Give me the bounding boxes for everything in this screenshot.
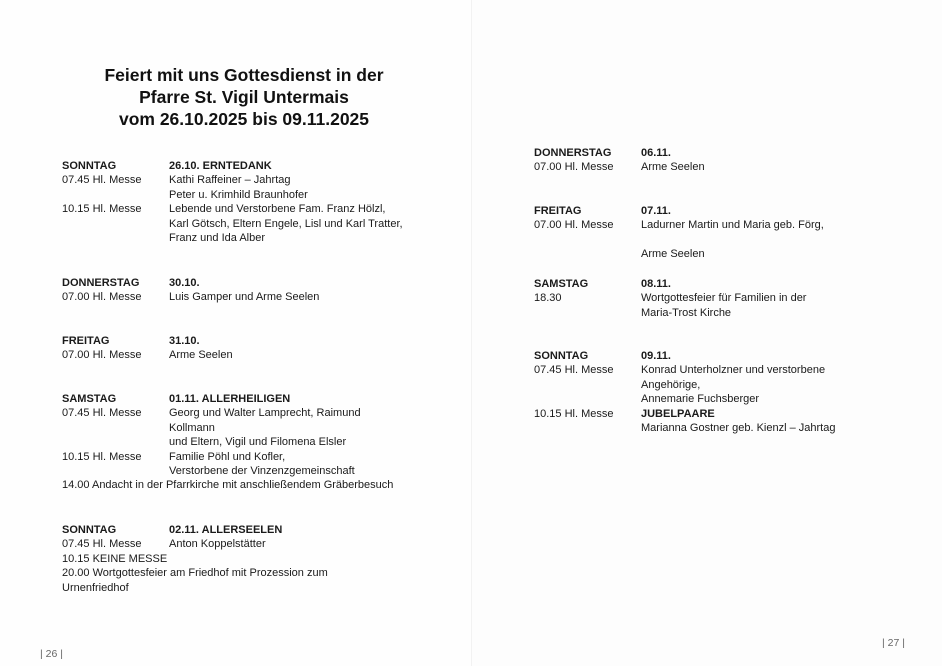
page-title	[60, 64, 428, 130]
service-entry-freitag-31-10	[62, 334, 233, 363]
entry-row	[534, 306, 806, 320]
weekday-label: FREITAG	[62, 335, 110, 347]
entry-row	[534, 392, 835, 406]
right-page	[471, 0, 942, 666]
time-label: 10.15 Hl. Messe	[534, 407, 614, 420]
entry-row	[62, 450, 393, 464]
service-entry-donnerstag-30-10	[62, 276, 319, 305]
entry-row	[534, 247, 824, 261]
time-label: 18.30	[534, 292, 562, 305]
entry-heading	[534, 146, 705, 160]
entry-row	[534, 363, 835, 377]
entry-row	[62, 464, 393, 478]
intention-text: Arme Seelen	[169, 349, 233, 362]
entry-row	[62, 348, 233, 362]
time-label: 07.45 Hl. Messe	[534, 364, 614, 377]
weekday-label: FREITAG	[534, 205, 582, 217]
entry-blank-row	[534, 233, 824, 247]
intention-text: Annemarie Fuchsberger	[641, 393, 760, 406]
entry-row	[62, 202, 403, 216]
title-line-1: Feiert mit uns Gottesdienst in der	[104, 65, 384, 85]
entry-row	[62, 231, 403, 245]
date-label: 08.11.	[641, 278, 671, 290]
time-label: 07.00 Hl. Messe	[62, 349, 142, 362]
intention-text: Arme Seelen	[641, 161, 705, 174]
intention-text: Kollmann	[169, 421, 215, 434]
intention-text: Peter u. Krimhild Braunhofer	[169, 188, 308, 201]
page-number-right: | 27 |	[882, 637, 905, 649]
intention-text: Angehörige,	[641, 378, 701, 391]
time-label	[62, 231, 169, 245]
intention-text: Ladurner Martin und Maria geb. Förg,	[641, 219, 824, 232]
entry-heading	[534, 204, 824, 218]
entry-heading	[62, 392, 393, 406]
entry-full-line: 14.00 Andacht in der Pfarrkirche mit anschließendem Gräberbesuch	[62, 479, 394, 492]
weekday-label: SONNTAG	[534, 350, 589, 362]
time-label	[534, 378, 641, 392]
intention-text: Kathi Raffeiner – Jahrtag	[169, 174, 291, 187]
time-label: 10.15 Hl. Messe	[62, 203, 142, 216]
page-number-left: | 26 |	[40, 648, 63, 660]
intention-text: Anton Koppelstätter	[169, 538, 266, 551]
intention-text: Franz und Ida Alber	[169, 232, 266, 245]
entry-row	[534, 378, 835, 392]
entry-row	[534, 291, 806, 305]
entry-heading	[62, 334, 233, 348]
date-label: 06.11.	[641, 147, 671, 159]
entry-row	[62, 435, 393, 449]
intention-heading: JUBELPAARE	[641, 407, 715, 420]
entry-row	[62, 537, 328, 551]
date-label: 01.11. ALLERHEILIGEN	[169, 393, 291, 405]
entry-row	[62, 173, 403, 187]
entry-row	[534, 407, 835, 421]
entry-full-line: Urnenfriedhof	[62, 581, 129, 594]
entry-full-line: 20.00 Wortgottesfeier am Friedhof mit Prozession zum	[62, 567, 328, 580]
intention-text: Familie Pöhl und Kofler,	[169, 450, 286, 463]
entry-heading	[62, 159, 403, 173]
intention-text: Karl Götsch, Eltern Engele, Lisl und Karl Tratter,	[169, 217, 403, 230]
date-label: 07.11.	[641, 205, 671, 217]
entry-row	[62, 406, 393, 420]
entry-row	[534, 421, 835, 435]
entry-heading	[62, 523, 328, 537]
service-entry-sonntag-26-10	[62, 159, 403, 245]
weekday-label: SAMSTAG	[62, 393, 117, 405]
date-label: 02.11. ALLERSEELEN	[169, 524, 283, 536]
entry-row	[534, 160, 705, 174]
time-label: 07.45 Hl. Messe	[62, 407, 142, 420]
time-label	[62, 217, 169, 231]
date-label: 26.10. ERNTEDANK	[169, 160, 272, 172]
service-entry-donnerstag-06-11	[534, 146, 705, 175]
service-entry-sonntag-02-11	[62, 523, 328, 595]
time-label: 07.00 Hl. Messe	[62, 291, 142, 304]
intention-text: Arme Seelen	[641, 248, 705, 261]
time-label	[534, 392, 641, 406]
time-label: 07.45 Hl. Messe	[62, 174, 142, 187]
title-line-3: vom 26.10.2025 bis 09.11.2025	[118, 109, 370, 129]
date-label: 09.11.	[641, 350, 671, 362]
time-label	[62, 464, 169, 478]
entry-row	[62, 217, 403, 231]
weekday-label: DONNERSTAG	[62, 277, 140, 289]
intention-text: Konrad Unterholzner und verstorbene	[641, 364, 826, 377]
intention-text: Wortgottesfeier für Familien in der	[641, 292, 807, 305]
service-entry-sonntag-09-11	[534, 349, 835, 435]
entry-row	[534, 218, 824, 232]
intention-text: Marianna Gostner geb. Kienzl – Jahrtag	[641, 422, 836, 435]
time-label: 07.45 Hl. Messe	[62, 538, 142, 551]
entry-row	[62, 188, 403, 202]
title-line-2: Pfarre St. Vigil Untermais	[139, 87, 349, 107]
service-entry-samstag-08-11	[534, 277, 806, 320]
date-label: 31.10.	[169, 335, 200, 347]
entry-heading	[534, 349, 835, 363]
service-entry-samstag-01-11	[62, 392, 393, 493]
weekday-label: SAMSTAG	[534, 278, 589, 290]
entry-row	[62, 421, 393, 435]
intention-text: und Eltern, Vigil und Filomena Elsler	[169, 436, 347, 449]
time-label	[62, 188, 169, 202]
weekday-label: DONNERSTAG	[534, 147, 612, 159]
entry-row	[62, 290, 319, 304]
time-label	[534, 306, 641, 320]
time-label: 07.00 Hl. Messe	[534, 161, 614, 174]
intention-text: Georg und Walter Lamprecht, Raimund	[169, 407, 361, 420]
entry-heading	[534, 277, 806, 291]
intention-text: Maria-Trost Kirche	[641, 306, 732, 319]
weekday-label: SONNTAG	[62, 160, 117, 172]
time-label: 10.15 Hl. Messe	[62, 450, 142, 463]
time-label	[62, 435, 169, 449]
entry-heading	[62, 276, 319, 290]
time-label	[62, 421, 169, 435]
time-label	[534, 247, 641, 261]
time-label	[534, 421, 641, 435]
intention-text: Verstorbene der Vinzenzgemeinschaft	[169, 465, 355, 478]
intention-text: Lebende und Verstorbene Fam. Franz Hölzl,	[169, 203, 386, 216]
time-label: 07.00 Hl. Messe	[534, 219, 614, 232]
weekday-label: SONNTAG	[62, 524, 117, 536]
date-label: 30.10.	[169, 277, 200, 289]
intention-text: Luis Gamper und Arme Seelen	[169, 291, 320, 304]
service-entry-freitag-07-11	[534, 204, 824, 262]
entry-full-line: 10.15 KEINE MESSE	[62, 552, 168, 565]
